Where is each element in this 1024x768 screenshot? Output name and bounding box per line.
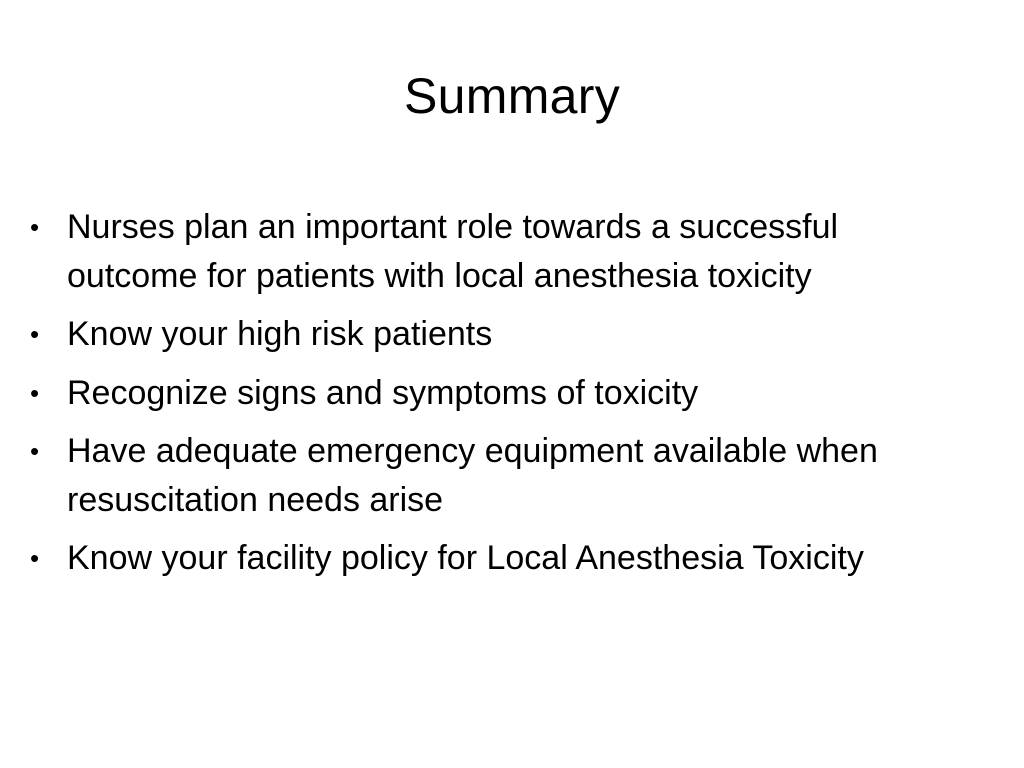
bullet-item-4 — [30, 427, 970, 524]
bullet-text: Know your facility policy for Local Anesthesia Toxicity — [67, 539, 864, 577]
bullet-text: Know your high risk patients — [67, 315, 493, 353]
bullet-dot-icon: • — [30, 436, 40, 466]
bullet-item-1 — [30, 203, 970, 300]
bullet-item-3 — [30, 369, 970, 418]
bullet-dot-icon: • — [30, 319, 40, 349]
bullet-list — [30, 203, 970, 593]
bullet-text: Have adequate emergency equipment available when resuscitation needs arise — [67, 432, 878, 519]
bullet-item-5 — [30, 534, 970, 583]
bullet-text: Nurses plan an important role towards a successful outcome for patients with local anesthesia toxicity — [67, 208, 839, 295]
bullet-text: Recognize signs and symptoms of toxicity — [67, 373, 699, 412]
slide-title: Summary — [403, 68, 621, 124]
bullet-item-2 — [30, 310, 970, 359]
bullet-dot-icon: • — [30, 377, 40, 408]
bullet-dot-icon: • — [30, 543, 40, 573]
bullet-dot-icon: • — [30, 212, 40, 242]
